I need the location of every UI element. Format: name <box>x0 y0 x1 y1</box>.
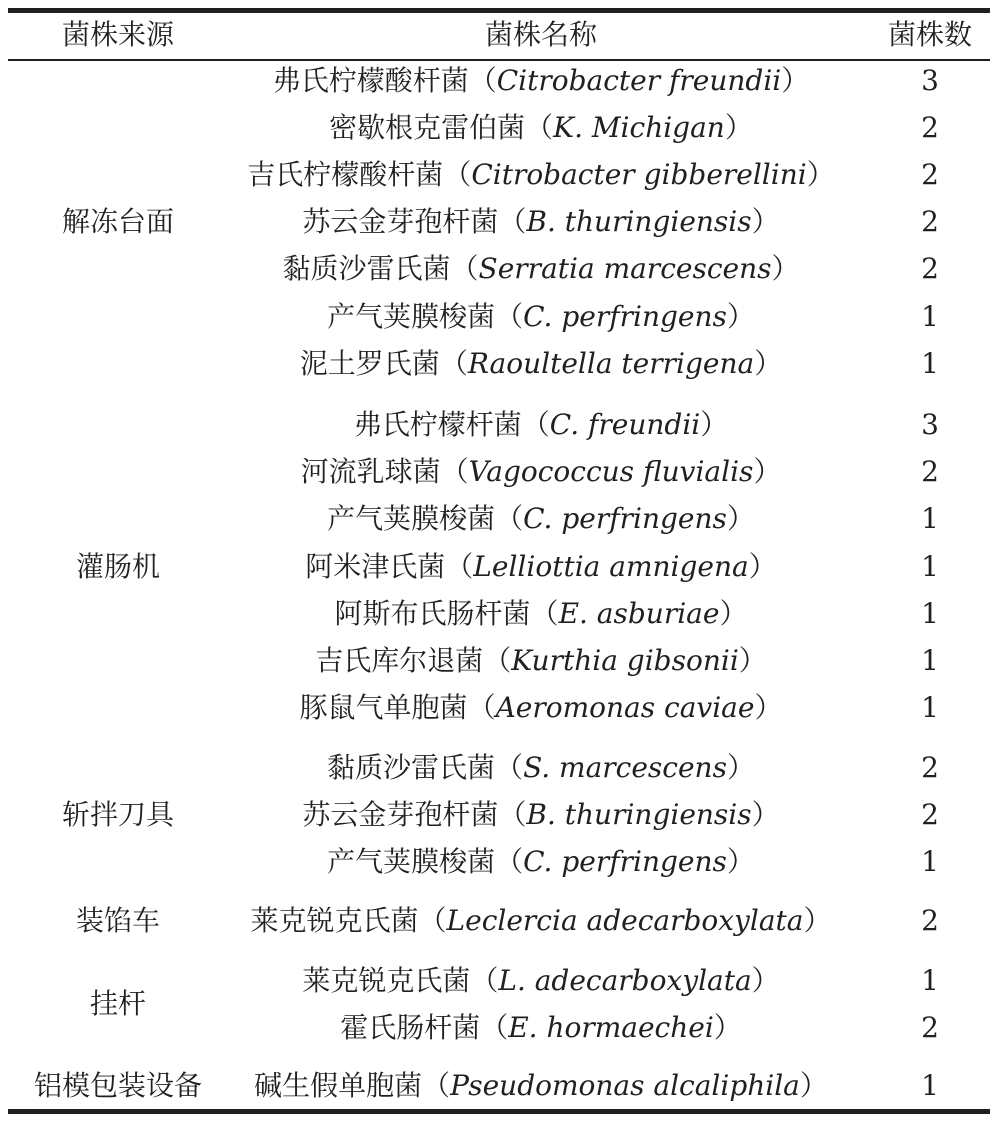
strain-sci: Leclercia adecarboxylata <box>446 904 804 937</box>
strain-sci: B. thuringiensis <box>526 205 752 238</box>
table-row: 莱克锐克氏菌（L. adecarboxylata） <box>302 964 780 997</box>
strain-count: 2 <box>921 252 939 285</box>
strain-cn: 阿米津氏菌 <box>305 550 446 583</box>
strain-cn: 阿斯布氏肠杆菌 <box>334 597 531 630</box>
header-count: 菌株数 <box>887 18 973 51</box>
strain-cn: 吉氏库尔退菌 <box>315 644 484 677</box>
strain-count: 2 <box>921 904 939 937</box>
table-row: 豚鼠气单胞菌（Aeromonas caviae） <box>299 691 783 724</box>
strain-sci: L. adecarboxylata <box>498 964 752 997</box>
strain-cn: 吉氏柠檬酸杆菌 <box>247 158 444 191</box>
strain-cn: 河流乳球菌 <box>300 455 441 488</box>
table-row: 吉氏柠檬酸杆菌（Citrobacter gibberellini） <box>247 158 835 191</box>
strain-count: 1 <box>921 845 939 878</box>
strain-sci: Vagococcus fluvialis <box>468 455 754 488</box>
table-top-rule <box>8 8 990 13</box>
strain-sci: C. perfringens <box>523 300 727 333</box>
strain-count: 1 <box>921 964 939 997</box>
table-row: 产气荚膜梭菌（C. perfringens） <box>327 300 755 333</box>
group-source-5: 铝模包装设备 <box>33 1069 203 1102</box>
strain-sci: Citrobacter freundii <box>496 64 782 97</box>
strain-sci: Lelliottia amnigena <box>473 550 749 583</box>
table-row: 弗氏柠檬酸杆菌（Citrobacter freundii） <box>272 64 810 97</box>
strain-cn: 霍氏肠杆菌 <box>340 1011 481 1044</box>
header-source: 菌株来源 <box>61 18 175 51</box>
table-row: 黏质沙雷氏菌（Serratia marcescens） <box>282 252 800 285</box>
strain-sci: Citrobacter gibberellini <box>471 158 807 191</box>
group-source-3: 装馅车 <box>75 904 161 937</box>
strain-count: 3 <box>921 64 939 97</box>
table-row: 碱生假单胞菌（Pseudomonas alcaliphila） <box>254 1069 828 1102</box>
strain-cn: 碱生假单胞菌 <box>254 1069 423 1102</box>
strain-count: 2 <box>921 751 939 784</box>
group-source-0: 解冻台面 <box>61 205 175 238</box>
strain-sci: C. perfringens <box>523 845 727 878</box>
table-row: 产气荚膜梭菌（C. perfringens） <box>327 502 755 535</box>
table-row: 阿斯布氏肠杆菌（E. asburiae） <box>334 597 748 630</box>
strain-count: 2 <box>921 111 939 144</box>
strain-sci: B. thuringiensis <box>526 798 752 831</box>
header-name: 菌株名称 <box>484 18 598 51</box>
strain-sci: K. Michigan <box>553 111 725 144</box>
group-source-4: 挂杆 <box>89 987 147 1020</box>
strain-count: 2 <box>921 455 939 488</box>
table-row: 苏云金芽孢杆菌（B. thuringiensis） <box>302 205 780 238</box>
strain-cn: 产气荚膜梭菌 <box>327 502 496 535</box>
table-row: 霍氏肠杆菌（E. hormaechei） <box>340 1011 742 1044</box>
table-row: 阿米津氏菌（Lelliottia amnigena） <box>305 550 777 583</box>
strain-sci: Serratia marcescens <box>478 252 772 285</box>
strain-count: 1 <box>921 300 939 333</box>
strain-cn: 莱克锐克氏菌 <box>302 964 471 997</box>
strain-sci: S. marcescens <box>523 751 727 784</box>
group-source-1: 灌肠机 <box>75 550 161 583</box>
strain-cn: 莱克锐克氏菌 <box>250 904 419 937</box>
strain-count: 2 <box>921 205 939 238</box>
strain-count: 1 <box>921 597 939 630</box>
strain-cn: 密歇根克雷伯菌 <box>329 111 526 144</box>
table-row: 吉氏库尔退菌（Kurthia gibsonii） <box>315 644 767 677</box>
table-row: 弗氏柠檬杆菌（C. freundii） <box>353 408 729 441</box>
strain-count: 1 <box>921 347 939 380</box>
strain-cn: 豚鼠气单胞菌 <box>299 691 468 724</box>
table-row: 泥土罗氏菌（Raoultella terrigena） <box>299 347 783 380</box>
strain-count: 2 <box>921 798 939 831</box>
strain-cn: 产气荚膜梭菌 <box>327 845 496 878</box>
strain-count: 2 <box>921 1011 939 1044</box>
table-row: 密歇根克雷伯菌（K. Michigan） <box>329 111 753 144</box>
strain-sci: Kurthia gibsonii <box>511 644 739 677</box>
strain-cn: 苏云金芽孢杆菌 <box>302 205 499 238</box>
table-row: 苏云金芽孢杆菌（B. thuringiensis） <box>302 798 780 831</box>
strain-sci: E. hormaechei <box>508 1011 714 1044</box>
strain-sci: Pseudomonas alcaliphila <box>450 1069 800 1102</box>
strain-count: 1 <box>921 691 939 724</box>
strain-cn: 黏质沙雷氏菌 <box>327 751 496 784</box>
table-row: 莱克锐克氏菌（Leclercia adecarboxylata） <box>250 904 832 937</box>
table-row: 产气荚膜梭菌（C. perfringens） <box>327 845 755 878</box>
table-bottom-rule <box>8 1109 990 1114</box>
strain-sci: Aeromonas caviae <box>495 691 755 724</box>
strain-cn: 黏质沙雷氏菌 <box>282 252 451 285</box>
table-row: 黏质沙雷氏菌（S. marcescens） <box>327 751 755 784</box>
strain-count: 2 <box>921 158 939 191</box>
strain-count: 1 <box>921 502 939 535</box>
strain-cn: 苏云金芽孢杆菌 <box>302 798 499 831</box>
group-source-2: 斩拌刀具 <box>61 798 175 831</box>
table-row: 河流乳球菌（Vagococcus fluvialis） <box>300 455 782 488</box>
strain-sci: C. freundii <box>549 408 701 441</box>
strain-cn: 弗氏柠檬酸杆菌 <box>272 64 469 97</box>
strain-sci: C. perfringens <box>523 502 727 535</box>
strain-count: 1 <box>921 644 939 677</box>
strain-sci: Raoultella terrigena <box>467 347 755 380</box>
strain-sci: E. asburiae <box>558 597 720 630</box>
strain-count: 1 <box>921 1069 939 1102</box>
strain-count: 3 <box>921 408 939 441</box>
strain-cn: 产气荚膜梭菌 <box>327 300 496 333</box>
table-header-rule <box>8 59 990 61</box>
strain-cn: 泥土罗氏菌 <box>299 347 440 380</box>
strain-cn: 弗氏柠檬杆菌 <box>353 408 522 441</box>
strain-count: 1 <box>921 550 939 583</box>
